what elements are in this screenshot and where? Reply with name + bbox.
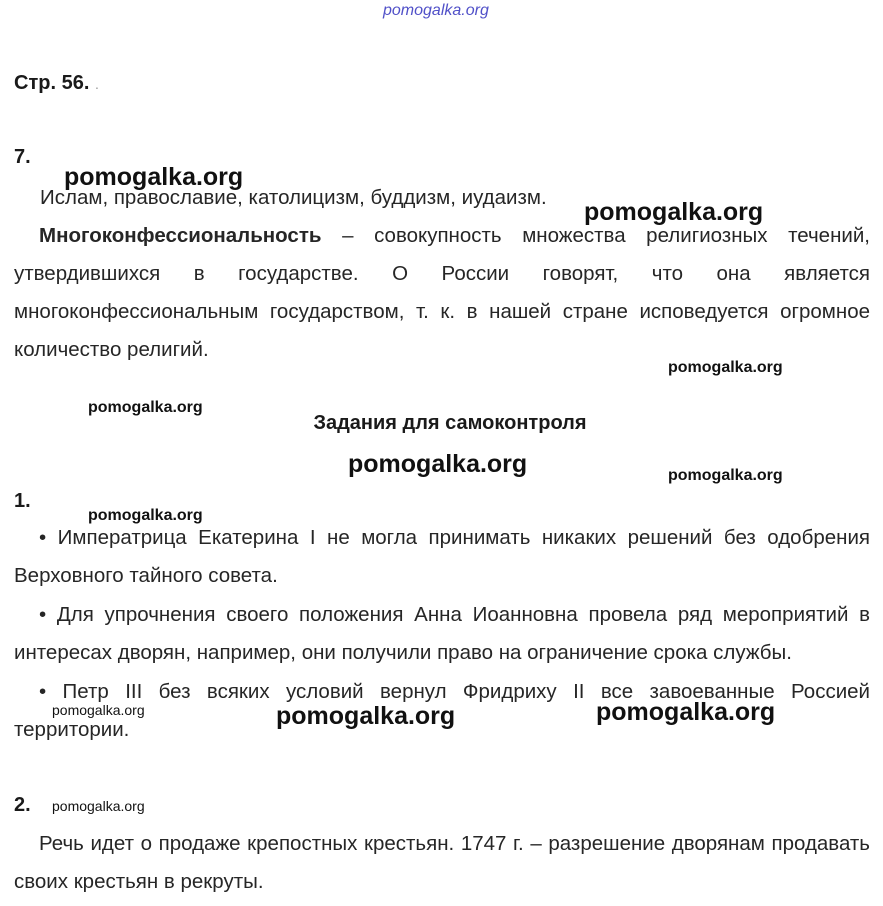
page-label-mark: . [94, 76, 99, 92]
watermark: pomogalka.org [64, 163, 244, 191]
watermark: pomogalka.org [668, 467, 783, 484]
term-multiconfessional: Многоконфессиональность [39, 224, 322, 247]
watermark: pomogalka.org [52, 702, 145, 718]
watermark: pomogalka.org [584, 198, 764, 226]
watermark: pomogalka.org [88, 399, 203, 416]
watermark: pomogalka.org [276, 702, 456, 730]
task-7-number: 7. [14, 146, 31, 168]
watermark: pomogalka.org [668, 359, 783, 376]
task-1-bullet-2 [14, 596, 870, 672]
task-1-bullet-1 [14, 519, 870, 595]
task-1-bullet-3-text: • Петр III без всяких условий вернул Фридриху II все завоеванные Россией территории. [14, 680, 870, 741]
watermark: pomogalka.org [52, 798, 145, 814]
task-2-answer-text: Речь идет о продаже крепостных крестьян. 1747 г. – разрешение дворянам продавать своих крестьян в рекруты. [14, 832, 870, 893]
task-7-answer-line: Ислам, православие, католицизм, буддизм, иудаизм. [40, 186, 547, 209]
task-7-definition [14, 217, 870, 369]
term-definition: – совокупность множества религиозных течений, утвердившихся в государстве. О России говорят, что она является многоконфессиональным государством, т. к. в нашей стране исповедуется огромное количество религий. [14, 224, 870, 361]
task-2-answer [14, 825, 870, 901]
task-2-number: 2. [14, 794, 31, 816]
top-watermark: pomogalka.org [383, 2, 489, 19]
task-1-bullet-2-text: • Для упрочнения своего положения Анна Иоанновна провела ряд мероприятий в интересах дворян, например, они получили право на ограничение срока службы. [14, 603, 870, 664]
task-1-number: 1. [14, 490, 31, 512]
page-label [14, 72, 99, 95]
page-label-text: Стр. 56. [14, 72, 90, 94]
watermark: pomogalka.org [88, 507, 203, 524]
watermark: pomogalka.org [596, 698, 776, 726]
section-title: Задания для самоконтроля [313, 412, 587, 434]
task-1-bullet-1-text: • Императрица Екатерина I не могла принимать никаких решений без одобрения Верховного тайного совета. [14, 526, 870, 587]
watermark: pomogalka.org [348, 450, 528, 478]
